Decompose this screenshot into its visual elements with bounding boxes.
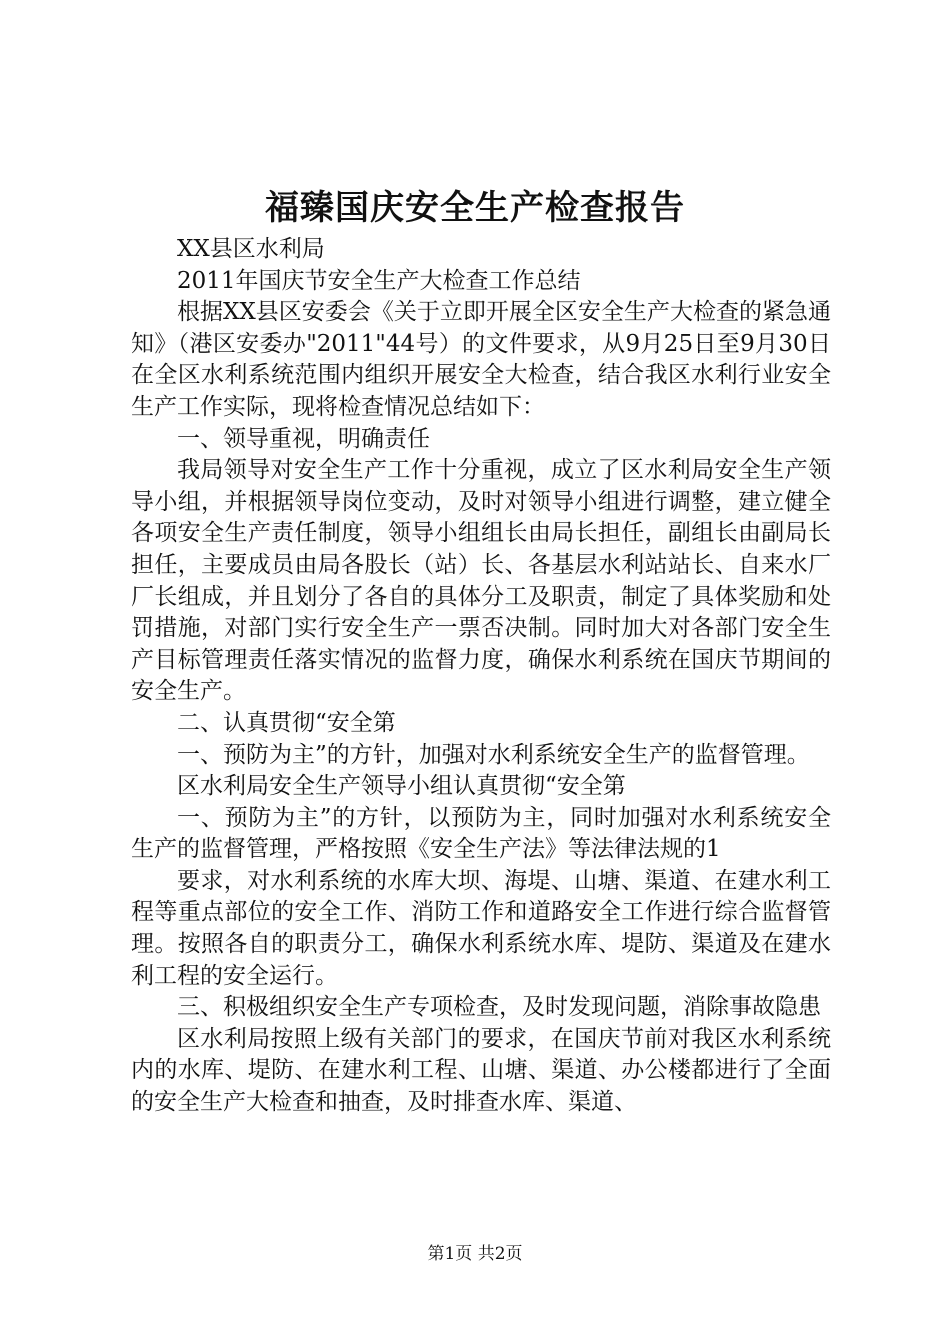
section-heading-2: 二、认真贯彻“安全第 [177, 709, 396, 736]
paragraph-section-2d: 要求，对水利系统的水库大坝、海堤、山塘、渠道、在建水利工程等重点部位的安全工作、消防工作和道路安全工作进行综合监督管理。按照各自的职责分工，确保水利系统水库、堤防、渠道及在建水利工程的安全运行。 [131, 867, 831, 989]
document-body [131, 234, 831, 1119]
section-heading-1: 一、领导重视，明确责任 [177, 425, 430, 452]
paragraph-org: XX县区水利局 [177, 236, 325, 262]
paragraph-subtitle: 2011年国庆节安全生产大检查工作总结 [177, 267, 581, 294]
paragraph-section-2a: 一、预防为主”的方针，加强对水利系统安全生产的监督管理。 [177, 741, 810, 768]
paragraph-section-3: 区水利局按照上级有关部门的要求，在国庆节前对我区水利系统内的水库、堤防、在建水利工程、山塘、渠道、办公楼都进行了全面的安全生产大检查和抽查，及时排查水库、渠道、 [131, 1025, 831, 1116]
section-heading-3: 三、积极组织安全生产专项检查，及时发现问题，消除事故隐患 [177, 994, 821, 1021]
paragraph-section-2c: 一、预防为主”的方针，以预防为主，同时加强对水利系统安全生产的监督管理，严格按照《安全生产法》等法律法规的1 [131, 804, 831, 863]
paragraph-section-2b: 区水利局安全生产领导小组认真贯彻“安全第 [177, 773, 626, 800]
paragraph-intro: 根据XX县区安委会《关于立即开展全区安全生产大检查的紧急通知》（港区安委办"2011"44号）的文件要求，从9月25日至9月30日在全区水利系统范围内组织开展安全大检查，结合我区水利行业安全生产工作实际，现将检查情况总结如下： [131, 299, 831, 420]
paragraph-section-1: 我局领导对安全生产工作十分重视，成立了区水利局安全生产领导小组，并根据领导岗位变动，及时对领导小组进行调整，建立健全各项安全生产责任制度，领导小组组长由局长担任，副组长由副局长担任，主要成员由局各股长（站）长、各基层水利站站长、自来水厂厂长组成，并且划分了各自的具体分工及职责，制定了具体奖励和处罚措施，对部门实行安全生产一票否决制。同时加大对各部门安全生产目标管理责任落实情况的监督力度，确保水利系统在国庆节期间的安全生产。 [131, 457, 831, 705]
document-title: 福臻国庆安全生产检查报告 [265, 188, 685, 228]
page-footer: 第1页 共2页 [427, 1244, 523, 1264]
